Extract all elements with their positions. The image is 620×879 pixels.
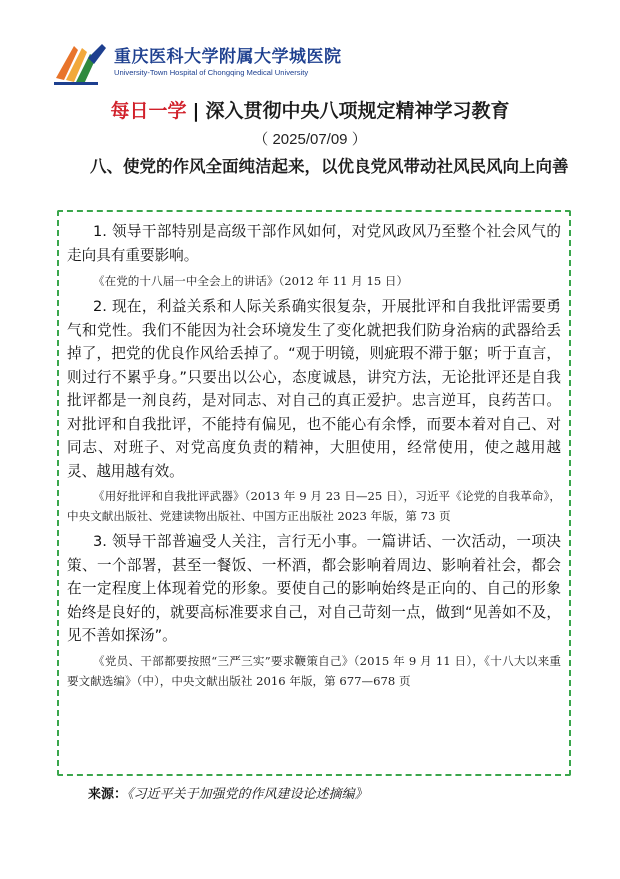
item-source: 《用好批评和自我批评武器》（2013 年 9 月 23 日—25 日），习近平《论党的自我革命》，中央文献出版社、党建读物出版社、中国方正出版社 2023 年版，第 73 页 [67,489,561,523]
hospital-logo-icon [52,38,108,86]
title-separator: | [192,100,200,122]
title-series: 每日一学 [110,100,187,122]
footer-label: 来源： [88,787,128,802]
publish-date: （ 2025/07/09 ） [253,131,367,148]
item-source: 《党员、干部都要按照“三严三实”要求鞭策自己》（2015 年 9 月 11 日），《十八大以来重要文献选编》（中），中央文献出版社 2016 年版，第 677—678 页 [67,653,561,688]
item-text: 3. 领导干部普遍受人关注，言行无小事。一篇讲话、一次活动，一项决策、一个部署，甚至一餐饭、一杯酒，都会影响着周边、影响着社会，都会在一定程度上体现着党的形象。要使自己的影响始终是正向的、自己的形象始终是良好的，就要高标准要求自己，对自己苛刻一点，做到“见善如不及，见不善如探汤”。 [67,533,561,644]
footer-text: 《习近平关于加强党的作风建设论述摘编》 [127,787,368,802]
item-text: 1. 领导干部特别是高级干部作风如何，对党风政风乃至整个社会风气的走向具有重要影响。 [67,223,561,264]
section-heading: 八、使党的作风全面纯洁起来，以优良党风带动社风民风向上向善 [90,157,569,176]
hospital-name-en: University-Town Hospital of Chongqing Medical University [114,68,309,77]
content-body [67,220,561,695]
hospital-header [52,38,352,86]
page-title [0,96,620,123]
item-source: 《在党的十八届一中全会上的讲话》（2012 年 11 月 15 日） [93,274,409,288]
title-main: 深入贯彻中央八项规定精神学习教育 [205,100,510,122]
item-text: 2. 现在，利益关系和人际关系确实很复杂，开展批评和自我批评需要勇气和党性。我们不能因为社会环境发生了变化就把我们防身治病的武器给丢掉了，把党的优良作风给丢掉了。“观于明镜，则疵瑕不滞于躯；听于直言，则过行不累乎身。”只要出以公心，态度诚恳，讲究方法，无论批评还是自我批评都是一剂良药，是对同志、对自己的真正爱护。忠言逆耳，良药苦口。对批评和自我批评，不能持有偏见，也不能心有余悸，而要本着对自己、对同志、对班子、对党高度负责的精神，大胆使用，经常使用，使之越用越灵、越用越有效。 [67,298,561,480]
source-footer [88,783,368,802]
hospital-name-cn: 重庆医科大学附属大学城医院 [114,47,342,67]
